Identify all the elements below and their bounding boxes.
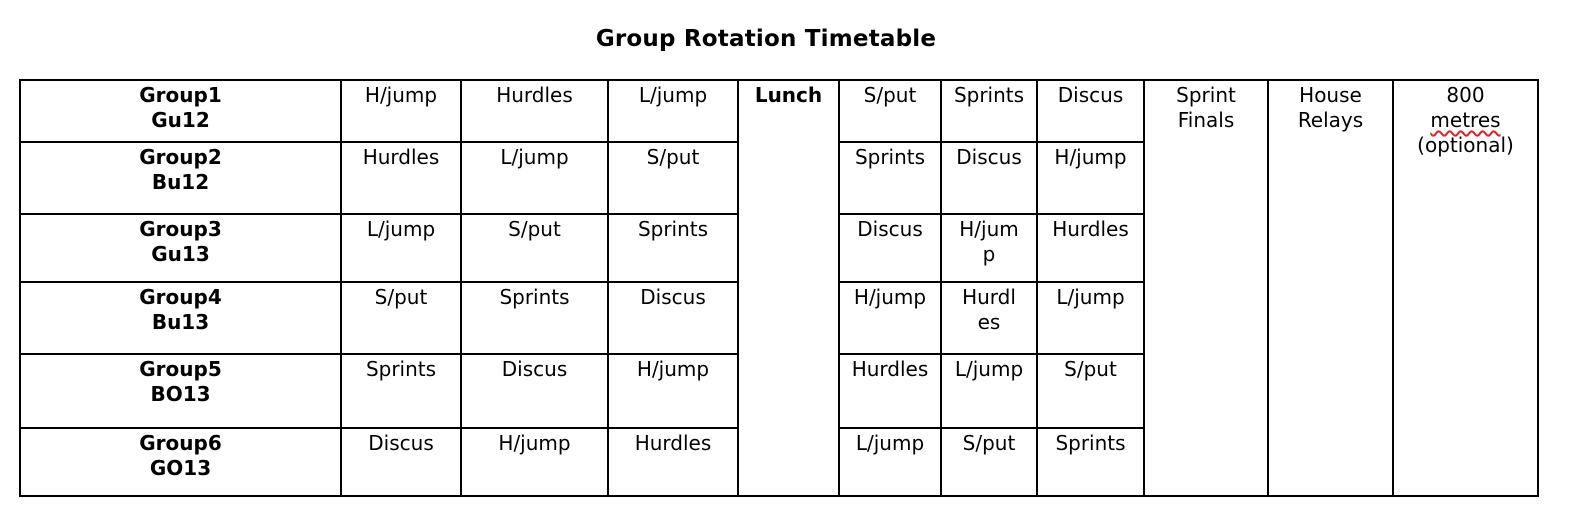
- group-cell: Group3 Gu13: [20, 214, 341, 282]
- lunch-cell: Lunch: [738, 80, 839, 496]
- activity-cell: L/jump: [461, 142, 608, 214]
- activity-cell: H/jump: [1037, 142, 1144, 214]
- activity-cell: Discus: [839, 214, 941, 282]
- activity-cell: Discus: [941, 142, 1037, 214]
- activity-cell: Sprints: [839, 142, 941, 214]
- spellcheck-underline: metres: [1430, 108, 1501, 132]
- activity-cell: Discus: [461, 354, 608, 428]
- 800-metres-cell: 800 metres (optional): [1393, 80, 1538, 496]
- activity-cell: S/put: [341, 282, 461, 354]
- group-cell: Group4 Bu13: [20, 282, 341, 354]
- activity-cell: Hurdles: [341, 142, 461, 214]
- activity-cell: Hurdles: [1037, 214, 1144, 282]
- activity-cell: Hurdles: [608, 428, 738, 496]
- activity-cell: Discus: [1037, 80, 1144, 142]
- sprint-finals-cell: Sprint Finals: [1144, 80, 1268, 496]
- activity-cell: H/jump: [341, 80, 461, 142]
- activity-cell: Hurdles: [461, 80, 608, 142]
- activity-cell: S/put: [1037, 354, 1144, 428]
- activity-cell: L/jump: [1037, 282, 1144, 354]
- activity-cell: Sprints: [461, 282, 608, 354]
- page-title: Group Rotation Timetable: [595, 26, 937, 52]
- group-cell: Group5 BO13: [20, 354, 341, 428]
- group-cell: Group2 Bu12: [20, 142, 341, 214]
- activity-cell: Hurdles: [839, 354, 941, 428]
- activity-cell: S/put: [941, 428, 1037, 496]
- activity-cell: S/put: [608, 142, 738, 214]
- activity-cell: Sprints: [608, 214, 738, 282]
- activity-cell: H/jump: [608, 354, 738, 428]
- activity-cell: H/jump: [461, 428, 608, 496]
- activity-cell: Hurdles: [941, 282, 1037, 354]
- rotation-table: [19, 79, 1539, 497]
- activity-cell: Sprints: [341, 354, 461, 428]
- activity-cell: Sprints: [1037, 428, 1144, 496]
- group-cell: Group1 Gu12: [20, 80, 341, 142]
- activity-cell: L/jump: [839, 428, 941, 496]
- activity-cell: H/jump: [941, 214, 1037, 282]
- activity-cell: Discus: [608, 282, 738, 354]
- activity-cell: S/put: [461, 214, 608, 282]
- activity-cell: L/jump: [941, 354, 1037, 428]
- activity-cell: L/jump: [608, 80, 738, 142]
- activity-cell: L/jump: [341, 214, 461, 282]
- activity-cell: Sprints: [941, 80, 1037, 142]
- activity-cell: S/put: [839, 80, 941, 142]
- activity-cell: Discus: [341, 428, 461, 496]
- house-relays-cell: House Relays: [1268, 80, 1393, 496]
- table-row: [20, 80, 1538, 142]
- activity-cell: H/jump: [839, 282, 941, 354]
- group-cell: Group6 GO13: [20, 428, 341, 496]
